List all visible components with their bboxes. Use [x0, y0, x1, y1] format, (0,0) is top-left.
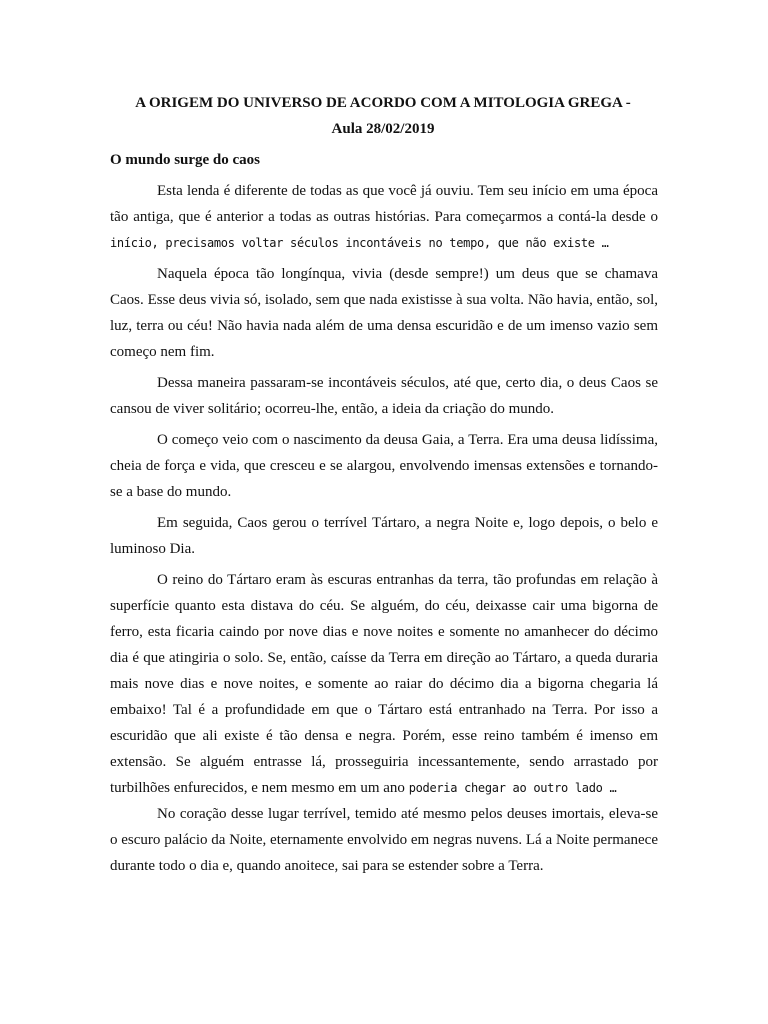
document-subtitle-date: Aula 28/02/2019 [331, 121, 435, 137]
document-title: A ORIGEM DO UNIVERSO DE ACORDO COM A MITOLOGIA GREGA - [135, 95, 631, 111]
paragraph-text: O começo veio com o nascimento da deusa Gaia, a Terra. Era uma deusa lidíssima, cheia de força e vida, que cresceu e se alargou, envolvendo imensas extensões e tornando-se a base do mundo. [110, 432, 658, 500]
paragraph-text: Dessa maneira passaram-se incontáveis séculos, até que, certo dia, o deus Caos se cansou de viver solitário; ocorreu-lhe, então, a ideia da criação do mundo. [110, 375, 658, 417]
paragraph-text: No coração desse lugar terrível, temido até mesmo pelos deuses imortais, eleva-se o escuro palácio da Noite, eternamente envolvido em negras nuvens. Lá a Noite permanece durante todo o dia e, quando anoitece, sai para se estender sobre a Terra. [110, 806, 658, 874]
paragraph [110, 178, 658, 256]
paragraph [110, 427, 658, 505]
paragraph [110, 801, 658, 879]
paragraph-tail-text: poderia chegar ao outro lado … [408, 781, 617, 795]
paragraph-text: Esta lenda é diferente de todas as que você já ouviu. Tem seu início em uma época tão antiga, que é anterior a todas as outras histórias. Para começarmos a contá-la desde o [110, 183, 658, 225]
paragraph [110, 567, 658, 801]
paragraph [110, 261, 658, 365]
section-heading: O mundo surge do caos [110, 152, 261, 168]
paragraph-text: Naquela época tão longínqua, vivia (desde sempre!) um deus que se chamava Caos. Esse deus vivia só, isolado, sem que nada existisse à sua volta. Não havia, então, sol, luz, terra ou céu! Não havia nada além de uma densa escuridão e de um imenso vazio sem começo nem fim. [110, 266, 658, 360]
paragraph [110, 510, 658, 562]
paragraph-tail-text: início, precisamos voltar séculos incontáveis no tempo, que não existe … [110, 236, 609, 250]
paragraph-text: O reino do Tártaro eram às escuras entranhas da terra, tão profundas em relação à superfície quanto esta distava do céu. Se alguém, do céu, deixasse cair uma bigorna de ferro, esta ficaria caindo por nove dias e nove noites e somente no amanhecer do décimo dia é que atingiria o solo. Se, então, caísse da Terra em direção ao Tártaro, a queda duraria mais nove dias e nove noites, e somente ao raiar do décimo dia a bigorna chegaria lá embaixo! Tal é a profundidade em que o Tártaro está entranhado na Terra. Por isso a escuridão que ali existe é tão densa e negra. Porém, esse reino também é imenso em extensão. Se alguém entrasse lá, prosseguiria incessantemente, sendo arrastado por turbilhões enfurecidos, e nem mesmo em um ano [110, 572, 658, 796]
paragraph-text: Em seguida, Caos gerou o terrível Tártaro, a negra Noite e, logo depois, o belo e luminoso Dia. [110, 515, 658, 557]
paragraph [110, 370, 658, 422]
